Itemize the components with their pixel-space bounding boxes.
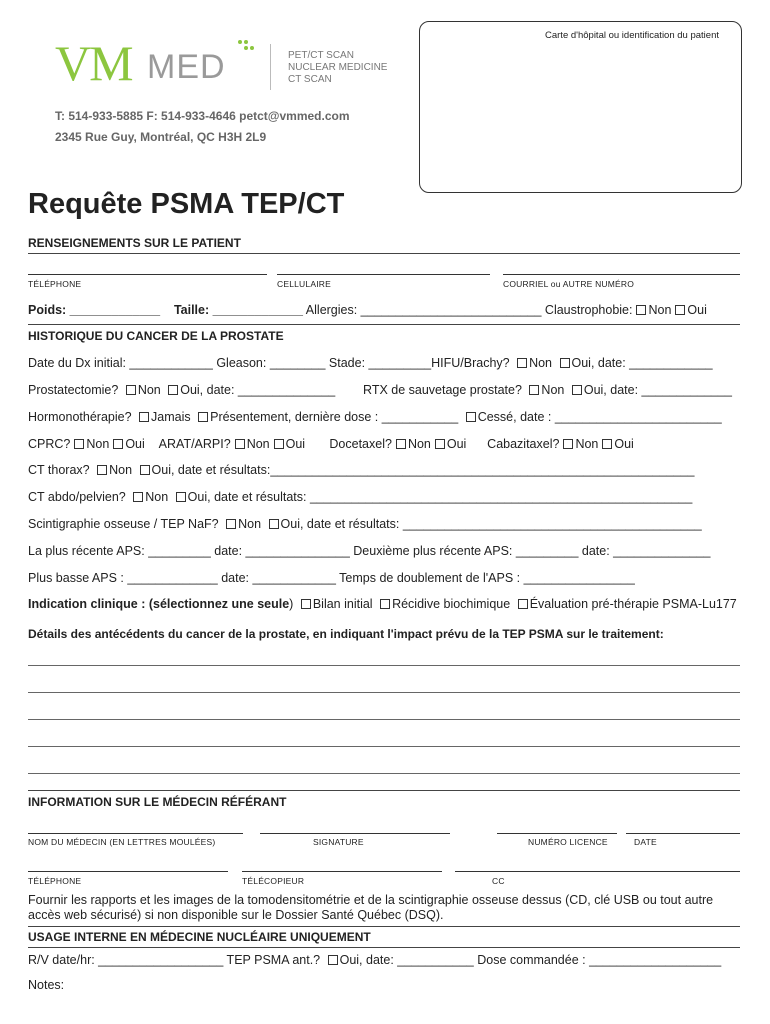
doce-oui-checkbox[interactable] (435, 439, 445, 449)
divider (28, 926, 740, 927)
ct-thorax-label: CT thorax? (28, 463, 90, 477)
hormono-label: Hormonothérapie? (28, 410, 132, 424)
contact-line: T: 514-933-5885 F: 514-933-4646 petct@vmmed.com (55, 109, 350, 123)
scinti-row (28, 517, 702, 531)
option-label: Oui, date et résultats: _______________________________________________________ (187, 490, 693, 504)
claustro-non-checkbox[interactable] (636, 305, 646, 315)
doce-non-checkbox[interactable] (396, 439, 406, 449)
option-label: Non (86, 437, 110, 451)
scinti-non-checkbox[interactable] (226, 519, 236, 529)
option-label: Présentement, dernière dose : ___________ (210, 410, 459, 424)
hormono-cesse-checkbox[interactable] (466, 412, 476, 422)
rv-row (28, 953, 721, 967)
prostatectomie-row (28, 383, 732, 397)
rv-label[interactable]: R/V date/hr: __________________ TEP PSMA ant.? (28, 953, 321, 967)
option-label: Oui (687, 303, 707, 317)
divider (28, 253, 740, 254)
address-line: 2345 Rue Guy, Montréal, QC H3H 2L9 (55, 130, 267, 144)
details-label: Détails des antécédents du cancer de la prostate, en indiquant l'impact prévu de la TEP PSMA sur le traitement: (28, 627, 664, 641)
caba-oui-checkbox[interactable] (602, 439, 612, 449)
cprc-oui-checkbox[interactable] (113, 439, 123, 449)
prostatectomie-oui-checkbox[interactable] (168, 385, 178, 395)
cc-label: CC (492, 876, 505, 886)
ct-thorax-non-checkbox[interactable] (97, 465, 107, 475)
option-label: Oui (285, 437, 306, 451)
option-label: Récidive biochimique (392, 597, 511, 611)
cprc-label: CPRC? (28, 437, 71, 451)
option-label: Non (407, 437, 431, 451)
page-title: Requête PSMA TEP/CT (28, 188, 345, 220)
arat-label: ARAT/ARPI? (158, 437, 231, 451)
option-label[interactable]: Oui, date: ___________ Dose commandée : ___________________ (339, 953, 722, 967)
taille-field[interactable]: Taille: _____________ (173, 303, 303, 317)
cell-field[interactable] (277, 274, 490, 275)
logo-med: MED (147, 48, 226, 86)
patient-heading: RENSEIGNEMENTS SUR LE PATIENT (28, 236, 241, 250)
physician-phone-label: TÉLÉPHONE (28, 876, 82, 886)
logo-divider (270, 44, 271, 90)
physician-date-field[interactable] (626, 833, 740, 834)
option-label: Oui (125, 437, 145, 451)
divider (28, 324, 740, 325)
indication-label: Indication clinique : (sélectionnez une seule (28, 597, 290, 611)
option-label: Oui, date et résultats:_____________________________________________________________ (151, 463, 695, 477)
aps-row-2[interactable]: Plus basse APS : _____________ date: ____________ Temps de doublement de l'APS : ________________ (28, 571, 635, 585)
rtx-non-checkbox[interactable] (529, 385, 539, 395)
ct-abdo-oui-checkbox[interactable] (176, 492, 186, 502)
option-label: Non (575, 437, 599, 451)
indication-eval-checkbox[interactable] (518, 599, 528, 609)
ct-abdo-row (28, 490, 692, 504)
doce-label: Docetaxel? (329, 437, 392, 451)
option-label: Non (145, 490, 169, 504)
physician-phone-field[interactable] (28, 871, 228, 872)
rtx-label: RTX de sauvetage prostate? (363, 383, 522, 397)
option-label: Oui (446, 437, 467, 451)
option-label: Cessé, date : ________________________ (477, 410, 722, 424)
indication-recidive-checkbox[interactable] (380, 599, 390, 609)
email-field[interactable] (503, 274, 740, 275)
option-label: Oui, date: ______________ (180, 383, 336, 397)
option-label: Non (648, 303, 672, 317)
service-item: PET/CT SCAN (288, 50, 354, 61)
phone-label: TÉLÉPHONE (28, 279, 82, 289)
email-label: COURRIEL ou AUTRE NUMÉRO (503, 279, 635, 289)
vitals-row (28, 303, 707, 317)
fax-field[interactable] (242, 871, 442, 872)
allergies-field[interactable]: Allergies: __________________________ (305, 303, 542, 317)
hormono-row (28, 410, 722, 424)
scinti-label: Scintigraphie osseuse / TEP NaF? (28, 517, 219, 531)
cprc-non-checkbox[interactable] (74, 439, 84, 449)
tep-ant-oui-checkbox[interactable] (328, 955, 338, 965)
logo-services (288, 50, 387, 86)
option-label: Non (137, 383, 161, 397)
ct-abdo-non-checkbox[interactable] (133, 492, 143, 502)
ct-thorax-oui-checkbox[interactable] (140, 465, 150, 475)
option-label: Non (529, 356, 553, 370)
option-label: Oui, date: _____________ (583, 383, 732, 397)
signature-field[interactable] (260, 833, 450, 834)
phone-field[interactable] (28, 274, 267, 275)
option-label: Oui, date: ____________ (571, 356, 713, 370)
ct-abdo-label: CT abdo/pelvien? (28, 490, 126, 504)
physician-name-field[interactable] (28, 833, 243, 834)
dx-row (28, 356, 713, 370)
details-line[interactable] (28, 746, 740, 747)
cell-label: CELLULAIRE (277, 279, 331, 289)
option-label: Jamais (151, 410, 191, 424)
details-line[interactable] (28, 665, 740, 666)
option-label: Non (238, 517, 262, 531)
prostatectomie-non-checkbox[interactable] (126, 385, 136, 395)
service-item: NUCLEAR MEDICINE (288, 62, 388, 73)
license-field[interactable] (497, 833, 617, 834)
prostatectomie-label: Prostatectomie? (28, 383, 119, 397)
signature-label: SIGNATURE (313, 837, 364, 847)
fax-label: TÉLÉCOPIEUR (242, 876, 305, 886)
indication-paren: ) (289, 597, 294, 611)
details-line[interactable] (28, 773, 740, 774)
logo-vm: VM (55, 35, 132, 91)
logo (55, 36, 395, 96)
hormono-present-checkbox[interactable] (198, 412, 208, 422)
details-line[interactable] (28, 719, 740, 720)
dx-label: Date du Dx initial: ____________ Gleason: ________ Stade: _________HIFU/Brachy? (28, 356, 510, 370)
service-item: CT SCAN (288, 74, 332, 85)
poids-field[interactable]: Poids: _____________ (28, 303, 161, 317)
instructions-note: Fournir les rapports et les images de la tomodensitométrie et de la scintigraphie osseuse dessus (CD, clé USB ou tout autre accès web sécurisé) si non disponible sur le Dossier Santé Québec (DSQ). (28, 893, 714, 922)
option-label: Bilan initial (312, 597, 373, 611)
rtx-oui-checkbox[interactable] (572, 385, 582, 395)
caba-non-checkbox[interactable] (563, 439, 573, 449)
history-heading: HISTORIQUE DU CANCER DE LA PROSTATE (28, 329, 284, 343)
indication-row (28, 597, 737, 611)
date-label: DATE (634, 837, 657, 847)
caba-label: Cabazitaxel? (487, 437, 560, 451)
claustro-oui-checkbox[interactable] (675, 305, 685, 315)
hifu-oui-checkbox[interactable] (560, 358, 570, 368)
aps-row-1[interactable]: La plus récente APS: _________ date: _______________ Deuxième plus récente APS: _________ date: ______________ (28, 544, 711, 558)
physician-heading: INFORMATION SUR LE MÉDECIN RÉFÉRANT (28, 795, 287, 809)
patient-card-box[interactable] (419, 21, 742, 193)
logo-dots-icon (236, 38, 256, 52)
divider (28, 947, 740, 948)
hormono-jamais-checkbox[interactable] (139, 412, 149, 422)
license-label: NUMÉRO LICENCE (528, 837, 608, 847)
therapy-row (28, 437, 634, 451)
option-label: Non (246, 437, 270, 451)
option-label: Évaluation pré-thérapie PSMA-Lu177 (529, 597, 737, 611)
option-label: Non (541, 383, 565, 397)
divider (28, 790, 740, 791)
indication-bilan-checkbox[interactable] (301, 599, 311, 609)
arat-non-checkbox[interactable] (235, 439, 245, 449)
notes-label[interactable]: Notes: (28, 978, 65, 992)
ct-thorax-row (28, 463, 694, 477)
cc-field[interactable] (455, 871, 740, 872)
details-line[interactable] (28, 692, 740, 693)
internal-heading: USAGE INTERNE EN MÉDECINE NUCLÉAIRE UNIQUEMENT (28, 930, 371, 944)
scinti-oui-checkbox[interactable] (269, 519, 279, 529)
claustro-label: Claustrophobie: (544, 303, 633, 317)
card-box-label: Carte d'hôpital ou identification du patient (545, 30, 719, 41)
option-label: Oui (614, 437, 634, 451)
arat-oui-checkbox[interactable] (274, 439, 284, 449)
physician-name-label: NOM DU MÉDECIN (EN LETTRES MOULÉES) (28, 837, 216, 847)
option-label: Non (109, 463, 133, 477)
option-label: Oui, date et résultats: ___________________________________________ (280, 517, 702, 531)
hifu-non-checkbox[interactable] (517, 358, 527, 368)
